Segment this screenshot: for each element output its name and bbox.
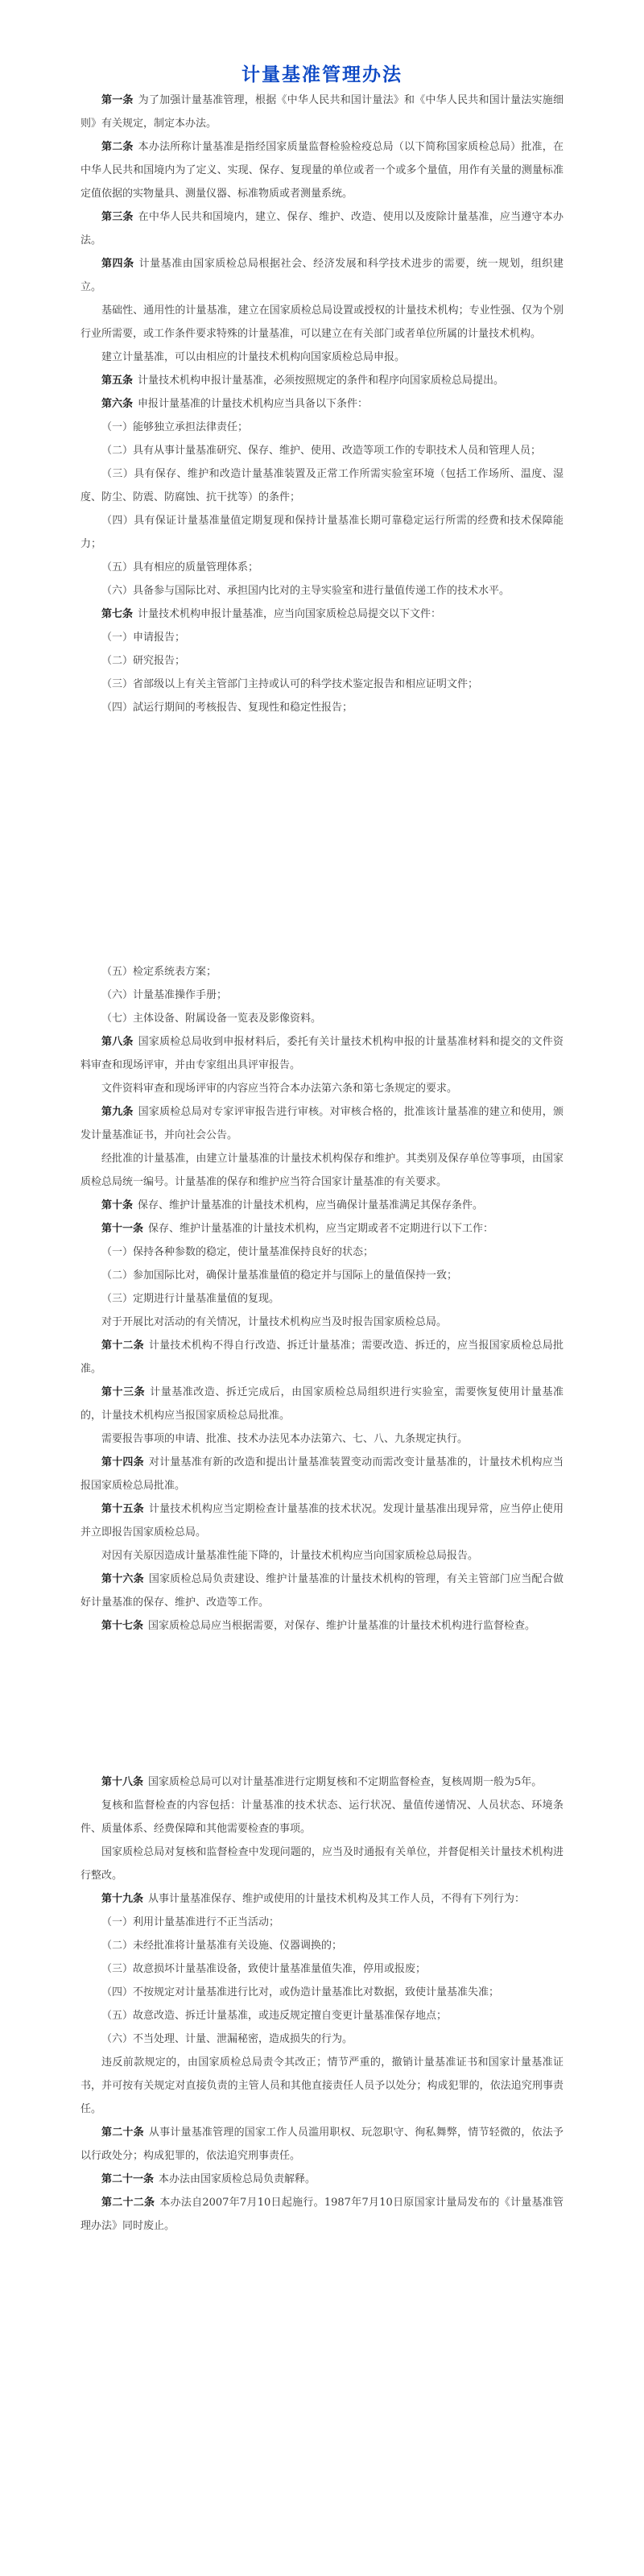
article-paragraph — [80, 1381, 564, 1427]
article-text: 计量技术机构申报计量基准，应当向国家质检总局提交以下文件： — [138, 608, 442, 620]
article-text: 保存、维护计量基准的计量技术机构，应当定期或者不定期进行以下工作： — [148, 1223, 494, 1235]
article-text: （四）不按规定对计量基准进行比对，或伪造计量基准比对数据，致使计量基准失准； — [101, 1986, 500, 1998]
document-title: 计量基准管理办法 — [242, 64, 402, 85]
article-number: 第十八条 — [101, 1776, 144, 1788]
article-section — [80, 89, 564, 719]
article-text: （六）计量基准操作手册； — [101, 989, 228, 1001]
article-text: 国家质检总局对复核和监督检查中发现问题的，应当及时通报有关单位，并督促相关计量技术机构进行整改。 — [80, 1846, 564, 1882]
article-paragraph — [80, 2027, 564, 2051]
article-paragraph — [80, 1911, 564, 1934]
article-text: （三）故意损坏计量基准设备，致使计量基准量值失准，停用或报废； — [101, 1963, 427, 1975]
article-paragraph — [80, 1287, 564, 1311]
article-number: 第十四条 — [101, 1456, 144, 1468]
article-paragraph — [80, 439, 564, 462]
article-text: 基础性、通用性的计量基准，建立在国家质检总局设置或授权的计量技术机构；专业性强、仅为个别行业所需要，或工作条件要求特殊的计量基准，可以建立在有关部门或者单位所属的计量技术机构。 — [80, 304, 564, 340]
article-text: （七）主体设备、附属设备一览表及影像资料。 — [101, 1013, 322, 1025]
article-paragraph — [80, 299, 564, 346]
article-number: 第十六条 — [101, 1573, 144, 1585]
article-paragraph — [80, 1147, 564, 1194]
article-number: 第十七条 — [101, 1620, 144, 1632]
article-text: （三）定期进行计量基准量值的复现。 — [101, 1293, 280, 1305]
article-text: 本办法所称计量基准是指经国家质量监督检验检疫总局（以下简称国家质检总局）批准，在中华人民共和国境内为了定义、实现、保存、复现量的单位或者一个或多个量值，用作有关量的测量标准定值依据的实物量具、测量仪器、标准物质或者测量系统。 — [80, 141, 564, 200]
article-paragraph — [80, 2191, 564, 2238]
article-text: 从事计量基准保存、维护或使用的计量技术机构及其工作人员，不得有下列行为： — [148, 1893, 526, 1905]
article-paragraph — [80, 649, 564, 673]
article-number: 第十九条 — [101, 1893, 144, 1905]
article-number: 第六条 — [101, 398, 134, 410]
article-paragraph — [80, 556, 564, 579]
article-text: （一）保持各种参数的稳定，使计量基准保持良好的状态； — [101, 1246, 374, 1258]
article-number: 第一条 — [101, 94, 134, 106]
article-text: （五）故意改造、拆迁计量基准，或违反规定擅自变更计量基准保存地点； — [101, 2010, 448, 2022]
article-paragraph — [80, 1194, 564, 1217]
article-text: 文件资料审查和现场评审的内容应当符合本办法第六条和第七条规定的要求。 — [101, 1083, 458, 1095]
article-paragraph — [80, 1568, 564, 1614]
article-paragraph — [80, 1217, 564, 1240]
article-text: （六）具备参与国际比对、承担国内比对的主导实验室和进行量值传递工作的技术水平。 — [101, 585, 510, 597]
article-paragraph — [80, 416, 564, 439]
article-paragraph — [80, 1311, 564, 1334]
article-text: （五）检定系统表方案； — [101, 966, 217, 978]
article-paragraph — [80, 462, 564, 509]
article-paragraph — [80, 2168, 564, 2191]
article-paragraph — [80, 603, 564, 626]
article-number: 第二十条 — [101, 2127, 144, 2139]
article-paragraph — [80, 346, 564, 369]
article-text: （四）試运行期间的考核报告、复现性和稳定性报告； — [101, 702, 353, 714]
article-paragraph — [80, 392, 564, 416]
article-paragraph — [80, 1934, 564, 1957]
article-text: （一）能够独立承担法律责任； — [101, 421, 249, 433]
article-text: 违反前款规定的，由国家质检总局责令其改正；情节严重的，撤销计量基准证书和国家计量基准证书，并可按有关规定对直接负责的主管人员和其他直接责任人员予以处分；构成犯罪的，依法追究刑事责任。 — [80, 2056, 564, 2115]
article-text: 对于开展比对活动的有关情况，计量技术机构应当及时报告国家质检总局。 — [101, 1316, 448, 1328]
article-text: 对计量基准有新的改造和提出计量基准装置变动而需改变计量基准的，计量技术机构应当报国家质检总局批准。 — [80, 1456, 564, 1492]
article-text: 为了加强计量基准管理，根据《中华人民共和国计量法》和《中华人民共和国计量法实施细则》有关规定，制定本办法。 — [80, 94, 564, 130]
article-text: 计量技术机构申报计量基准，必须按照规定的条件和程序向国家质检总局提出。 — [138, 375, 505, 387]
article-text: 计量技术机构应当定期检查计量基准的技术状况。发现计量基准出现异常，应当停止使用并立即报告国家质检总局。 — [80, 1503, 564, 1539]
article-paragraph — [80, 2004, 564, 2027]
article-paragraph — [80, 1544, 564, 1568]
article-paragraph — [80, 1887, 564, 1911]
article-number: 第十一条 — [101, 1223, 144, 1235]
article-section — [80, 960, 564, 1638]
article-number: 第八条 — [101, 1036, 134, 1048]
article-text: 国家质检总局可以对计量基准进行定期复核和不定期监督检查，复核周期一般为5年。 — [148, 1776, 543, 1788]
article-text: （五）具有相应的质量管理体系； — [101, 561, 259, 574]
article-text: （一）利用计量基准进行不正当活动； — [101, 1916, 280, 1928]
article-text: 申报计量基准的计量技术机构应当具备以下条件： — [138, 398, 369, 410]
article-text: 计量基准由国家质检总局根据社会、经济发展和科学技术进步的需要，统一规划，组织建立。 — [80, 258, 564, 293]
article-paragraph — [80, 673, 564, 696]
article-text: 国家质检总局负责建设、维护计量基准的计量技术机构的管理，有关主管部门应当配合做好计量基准的保存、维护、改造等工作。 — [80, 1573, 564, 1609]
article-number: 第九条 — [101, 1106, 134, 1118]
article-number: 第二十二条 — [101, 2197, 155, 2209]
article-text: （三）具有保存、维护和改造计量基准装置及正常工作所需实验室环境（包括工作场所、温度、湿度、防尘、防震、防腐蚀、抗干扰等）的条件； — [80, 468, 564, 503]
article-paragraph — [80, 626, 564, 649]
article-text: 计量技术机构不得自行改造、拆迁计量基准；需要改造、拆迁的，应当报国家质检总局批准。 — [80, 1340, 564, 1375]
article-text: 计量基准改造、拆迁完成后，由国家质检总局组织进行实验室，需要恢复使用计量基准的，计量技术机构应当报国家质检总局批准。 — [80, 1386, 564, 1422]
article-paragraph — [80, 252, 564, 299]
article-number: 第十条 — [101, 1199, 134, 1211]
article-paragraph — [80, 1007, 564, 1030]
article-paragraph — [80, 984, 564, 1007]
article-paragraph — [80, 89, 564, 135]
article-text: 建立计量基准，可以由相应的计量技术机构向国家质检总局申报。 — [101, 351, 406, 363]
article-number: 第四条 — [101, 258, 134, 270]
article-text: 对因有关原因造成计量基准性能下降的，计量技术机构应当向国家质检总局报告。 — [101, 1550, 479, 1562]
article-paragraph — [80, 369, 564, 392]
article-text: 复核和监督检查的内容包括：计量基准的技术状态、运行状况、量值传递情况、人员状态、环境条件、质量体系、经费保障和其他需要检查的事项。 — [80, 1799, 564, 1835]
article-number: 第十五条 — [101, 1503, 144, 1515]
article-number: 第三条 — [101, 211, 134, 223]
article-text: （二）研究报告； — [101, 655, 186, 667]
article-text: 国家质检总局对专家评审报告进行审核。对审核合格的，批准该计量基准的建立和使用，颁发计量基准证书，并向社会公告。 — [80, 1106, 564, 1141]
article-text: 在中华人民共和国境内，建立、保存、维护、改造、使用以及废除计量基准，应当遵守本办法。 — [80, 211, 564, 246]
article-paragraph — [80, 1770, 564, 1794]
article-text: 需要报告事项的申请、批准、技术办法见本办法第六、七、八、九条规定执行。 — [101, 1433, 469, 1445]
article-paragraph — [80, 1497, 564, 1544]
article-text: （一）申请报告； — [101, 632, 186, 644]
article-paragraph — [80, 2051, 564, 2121]
article-text: 保存、维护计量基准的计量技术机构，应当确保计量基准满足其保存条件。 — [138, 1199, 484, 1211]
article-text: （二）参加国际比对，确保计量基准量值的稳定并与国际上的量值保持一致； — [101, 1269, 458, 1282]
article-text: （二）具有从事计量基准研究、保存、维护、使用、改造等项工作的专职技术人员和管理人员； — [101, 445, 542, 457]
article-paragraph — [80, 1264, 564, 1287]
article-paragraph — [80, 205, 564, 252]
article-paragraph — [80, 1334, 564, 1381]
article-text: 经批准的计量基准，由建立计量基准的计量技术机构保存和维护。其类别及保存单位等事项，由国家质检总局统一编号。计量基准的保存和维护应当符合国家计量基准的有关要求。 — [80, 1153, 564, 1188]
article-paragraph — [80, 696, 564, 719]
article-paragraph — [80, 2121, 564, 2168]
article-paragraph — [80, 1614, 564, 1638]
article-paragraph — [80, 1030, 564, 1077]
article-paragraph — [80, 1427, 564, 1451]
article-text: 从事计量基准管理的国家工作人员滥用职权、玩忽职守、徇私舞弊，情节轻微的，依法予以行政处分；构成犯罪的，依法追究刑事责任。 — [80, 2127, 564, 2162]
article-text: （二）未经批准将计量基准有关设施、仪器调换的； — [101, 1940, 343, 1952]
article-number: 第十二条 — [101, 1340, 144, 1352]
article-text: 国家质检总局应当根据需要，对保存、维护计量基准的计量技术机构进行监督检查。 — [148, 1620, 536, 1632]
article-text: （六）不当处理、计量、泄漏秘密，造成损失的行为。 — [101, 2033, 353, 2045]
article-text: 本办法由国家质检总局负责解释。 — [159, 2173, 316, 2185]
article-text: （三）省部级以上有关主管部门主持或认可的科学技术鉴定报告和相应证明文件； — [101, 678, 479, 690]
article-text: 本办法自2007年7月10日起施行。1987年7月10日原国家计量局发布的《计量基准管理办法》同时废止。 — [80, 2197, 564, 2232]
article-paragraph — [80, 1451, 564, 1497]
article-paragraph — [80, 1100, 564, 1147]
article-paragraph — [80, 1794, 564, 1841]
article-number: 第七条 — [101, 608, 134, 620]
article-text: （四）具有保证计量基准量值定期复现和保持计量基准长期可靠稳定运行所需的经费和技术保障能力； — [80, 515, 564, 550]
article-paragraph — [80, 1240, 564, 1264]
article-section — [80, 1770, 564, 2238]
article-number: 第二十一条 — [101, 2173, 155, 2185]
article-paragraph — [80, 135, 564, 205]
article-number: 第二条 — [101, 141, 134, 153]
article-paragraph — [80, 1981, 564, 2004]
article-paragraph — [80, 579, 564, 603]
article-number: 第五条 — [101, 375, 134, 387]
article-text: 国家质检总局收到申报材料后，委托有关计量技术机构申报的计量基准材料和提交的文件资料审查和现场评审，并由专家组出具评审报告。 — [80, 1036, 564, 1071]
article-paragraph — [80, 1841, 564, 1887]
article-paragraph — [80, 509, 564, 556]
article-number: 第十三条 — [101, 1386, 146, 1398]
article-paragraph — [80, 1957, 564, 1981]
article-paragraph — [80, 1077, 564, 1100]
article-paragraph — [80, 960, 564, 984]
